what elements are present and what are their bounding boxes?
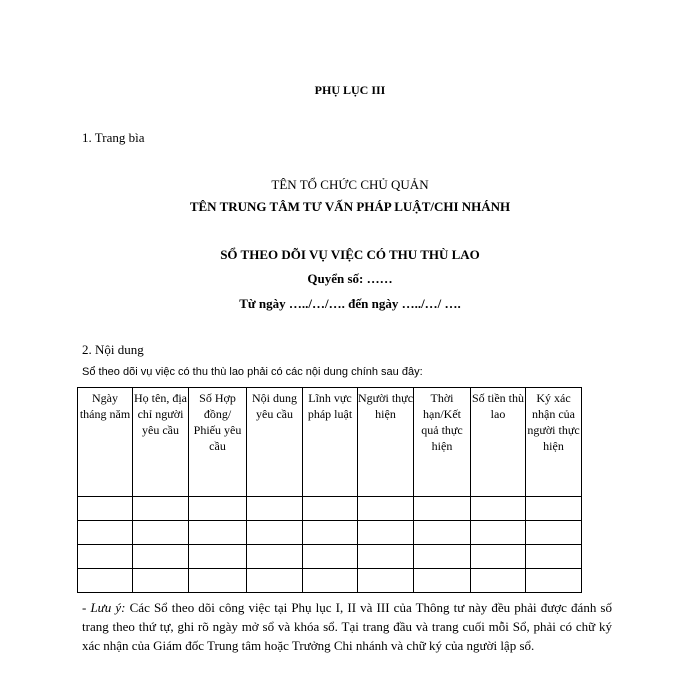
table-cell	[133, 545, 189, 569]
table-cell	[414, 545, 471, 569]
table-cell	[189, 569, 247, 593]
table-cell	[78, 545, 133, 569]
table-cell	[358, 545, 414, 569]
table-cell	[78, 569, 133, 593]
col-header-fee-amount: Số tiền thù lao	[471, 388, 526, 497]
col-header-signature: Ký xác nhận của người thực hiện	[526, 388, 582, 497]
table-cell	[303, 521, 358, 545]
table-cell	[303, 545, 358, 569]
table-cell	[133, 497, 189, 521]
table-cell	[189, 545, 247, 569]
table-cell	[414, 569, 471, 593]
org-name: TÊN TRUNG TÂM TƯ VẤN PHÁP LUẬT/CHI NHÁNH	[189, 199, 511, 214]
section-1-heading: 1. Trang bìa	[82, 130, 145, 145]
col-header-date: Ngày tháng năm	[78, 388, 133, 497]
col-header-legal-field: Lĩnh vực pháp luật	[303, 388, 358, 497]
book-title: SỔ THEO DÕI VỤ VIỆC CÓ THU THÙ LAO	[220, 247, 480, 262]
table-cell	[247, 545, 303, 569]
volume-number: Quyển số: ……	[307, 271, 393, 286]
table-cell	[78, 521, 133, 545]
org-parent-name: TÊN TỔ CHỨC CHỦ QUẢN	[271, 177, 429, 192]
table-cell	[526, 545, 582, 569]
col-header-deadline-result: Thời hạn/Kết quả thực hiện	[414, 388, 471, 497]
table-cell	[247, 521, 303, 545]
table-cell	[414, 497, 471, 521]
table-cell	[133, 521, 189, 545]
col-header-request-content: Nội dung yêu cầu	[247, 388, 303, 497]
table-cell	[78, 497, 133, 521]
footnote-text: Các Sổ theo dõi công việc tại Phụ lục I, II và III của Thông tư này đều phải được đánh số trang theo thứ tự, ghi rõ ngày mở sổ và khóa sổ. Tại trang đầu và trang cuối mỗi Sổ, phải có chữ ký xác nhận của Giám đốc Trung tâm hoặc Trưởng Chi nhánh và chữ ký của người lập sổ.	[82, 600, 612, 653]
table-cell	[471, 521, 526, 545]
table-cell	[358, 569, 414, 593]
col-header-requester: Họ tên, địa chỉ người yêu cầu	[133, 388, 189, 497]
date-range: Từ ngày …../…/…. đến ngày …../…/ ….	[239, 296, 461, 311]
table-header-row	[78, 388, 582, 497]
table-cell	[189, 521, 247, 545]
table-cell	[247, 497, 303, 521]
intro-text: Sổ theo dõi vụ việc có thu thù lao phải có các nội dung chính sau đây:	[82, 366, 423, 378]
table-cell	[526, 569, 582, 593]
table-cell	[358, 497, 414, 521]
table-row	[78, 497, 582, 521]
table-row	[78, 569, 582, 593]
tracking-table	[77, 387, 582, 593]
table-cell	[303, 497, 358, 521]
section-2-heading: 2. Nội dung	[82, 342, 144, 357]
table-cell	[526, 497, 582, 521]
table-cell	[471, 569, 526, 593]
table-cell	[526, 521, 582, 545]
table-cell	[247, 569, 303, 593]
footnote	[82, 598, 612, 655]
table-cell	[414, 521, 471, 545]
col-header-contract-number: Số Hợp đồng/ Phiếu yêu cầu	[189, 388, 247, 497]
table-cell	[471, 497, 526, 521]
appendix-title: PHỤ LỤC III	[314, 83, 386, 97]
table-cell	[471, 545, 526, 569]
table-cell	[133, 569, 189, 593]
table-row	[78, 545, 582, 569]
table-row	[78, 521, 582, 545]
footnote-label: - Lưu ý:	[82, 600, 126, 615]
table-cell	[358, 521, 414, 545]
table-cell	[303, 569, 358, 593]
table-cell	[189, 497, 247, 521]
col-header-performer: Người thực hiện	[358, 388, 414, 497]
